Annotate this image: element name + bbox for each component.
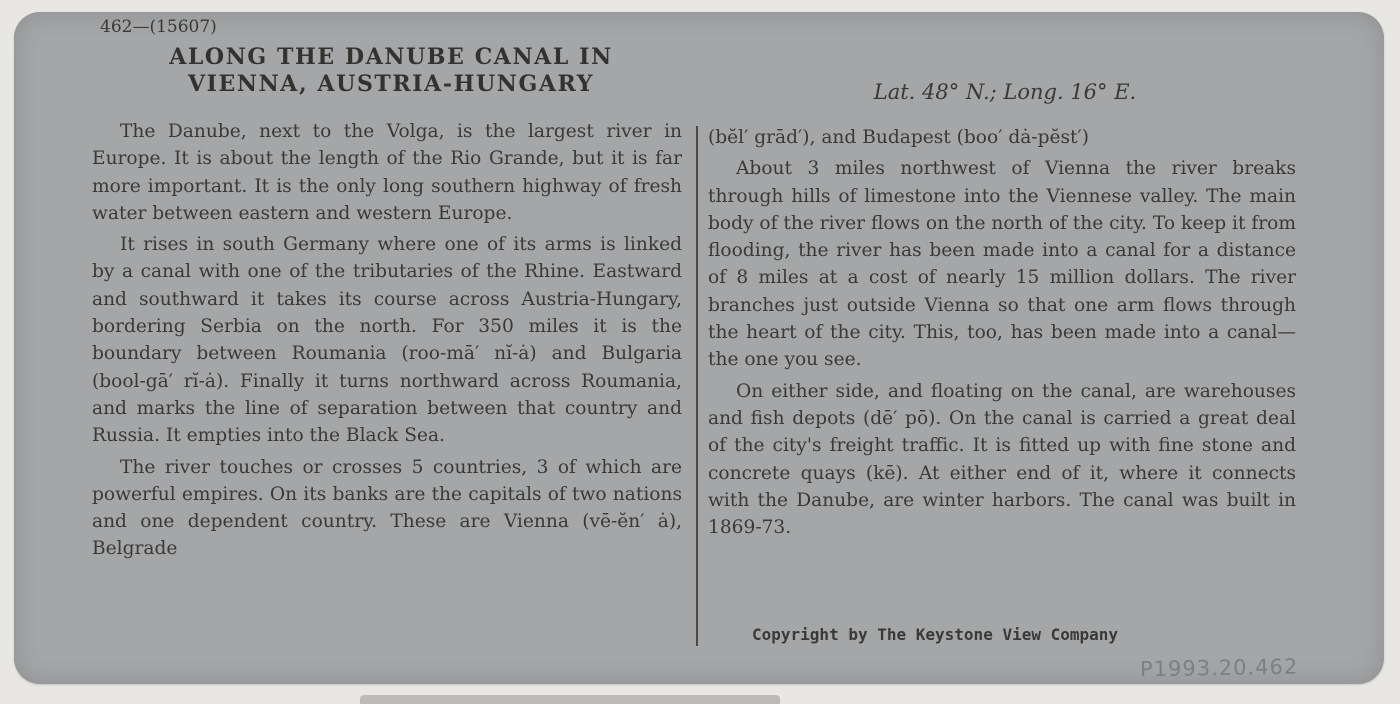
card-title-line-1: ALONG THE DANUBE CANAL IN — [169, 44, 613, 70]
card-edge-shadow — [360, 695, 780, 704]
right-paragraph-1: (bĕl′ grād′), and Budapest (boo′ dȧ-pĕst′) — [708, 127, 1089, 148]
latitude-longitude: Lat. 48° N.; Long. 16° E. — [873, 80, 1137, 104]
card-title — [96, 44, 686, 98]
card-title-line-2: VIENNA, AUSTRIA-HUNGARY — [187, 71, 595, 97]
left-column — [92, 118, 682, 567]
column-divider — [696, 126, 698, 646]
card-number: 462—(15607) — [100, 17, 217, 37]
right-column — [708, 124, 1296, 545]
accession-number: P1993.20.462 — [1139, 654, 1299, 682]
right-paragraph-3: On either side, and floating on the canal, are warehouses and fish depots (dē′ pō). On the canal is carried a great deal of the city's freight traffic. It is fitted up with fine stone and concrete quays (kē). At either end of it, where it connects with the Danube, are winter harbors. The canal was built in 1869-73. — [708, 380, 1296, 539]
left-paragraph-2: It rises in south Germany where one of its arms is linked by a canal with one of the tributaries of the Rhine. Eastward and southward it takes its course across Austria-Hungary, bordering Serbia on the north. For 350 miles it is the boundary between Roumania (roo-mā′ nĭ-ȧ) and Bulgaria (bool-gā′ rĭ-ȧ). Finally it turns northward across Roumania, and marks the line of separation between that country and Russia. It empties into the Black Sea. — [92, 234, 682, 447]
left-paragraph-3: The river touches or crosses 5 countries, 3 of which are powerful empires. On its banks are the capitals of two nations and one dependent country. These are Vienna (vē-ĕn′ ȧ), Belgrade — [92, 456, 682, 560]
copyright-notice: Copyright by The Keystone View Company — [752, 625, 1119, 644]
left-paragraph-1: The Danube, next to the Volga, is the largest river in Europe. It is about the length of the Rio Grande, but it is far more important. It is the only long southern highway of fresh water between eastern and western Europe. — [92, 121, 682, 224]
right-paragraph-2: About 3 miles northwest of Vienna the river breaks through hills of limestone into the Viennese valley. The main body of the river flows on the north of the city. To keep it from flooding, the river has been made into a canal for a distance of 8 miles at a cost of nearly 15 million dollars. The river branches just outside Vienna so that one arm flows through the heart of the city. This, too, has been made into a canal—the one you see. — [708, 158, 1296, 371]
